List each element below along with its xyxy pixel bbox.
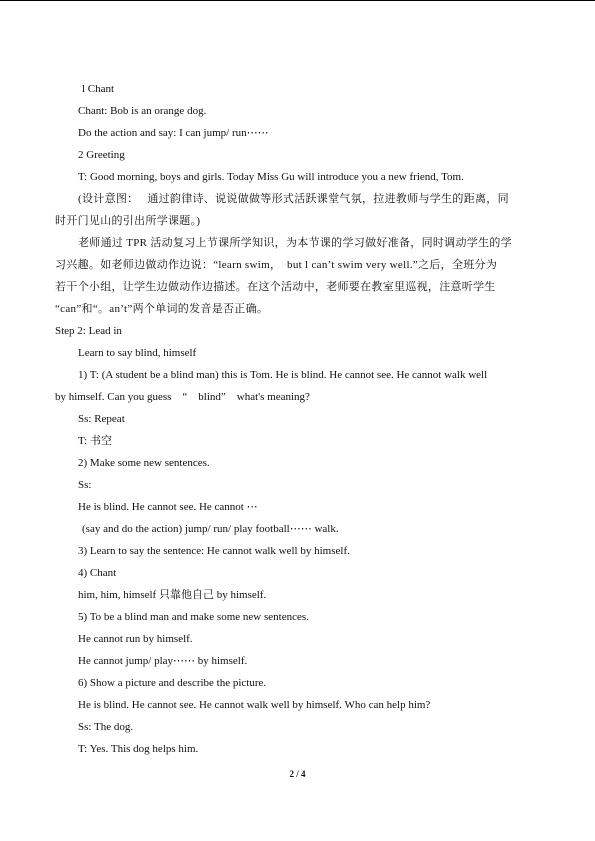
- paragraph-line: 习兴趣。如老师边做动作边说：“learn swim， but l can’t swim very well.”之后，全班分为: [55, 259, 498, 271]
- page-number: 2 / 4: [289, 769, 306, 779]
- text-line: Ss: Repeat: [78, 413, 125, 425]
- text-line: T: Good morning, boys and girls. Today Miss Gu will introduce you a new friend, Tom.: [78, 171, 464, 183]
- text-line: T: 书空: [78, 435, 112, 447]
- text-line: He is blind. He cannot see. He cannot walk well by himself. Who can help him?: [78, 699, 431, 711]
- text-line: He cannot run by himself.: [78, 633, 193, 645]
- paragraph-line: 老师通过 TPR 活动复习上节课所学知识，为本节课的学习做好准备，同时调动学生的学: [78, 237, 512, 249]
- text-line: (say and do the action) jump/ run/ play football⋯⋯ walk.: [82, 523, 339, 535]
- paragraph-line: 若干个小组，让学生边做动作边描述。在这个活动中，老师要在教室里巡视，注意听学生: [55, 281, 496, 293]
- text-line: Ss: The dog.: [78, 721, 134, 733]
- design-intent-line: (设计意图： 通过韵律诗、说说做做等形式活跃课堂气氛，拉进教师与学生的距离，同: [78, 193, 509, 205]
- design-intent-line: 时开门见山的引出所学课题。): [55, 215, 201, 227]
- text-line: 6) Show a picture and describe the picture.: [78, 677, 267, 689]
- text-line: 2) Make some new sentences.: [78, 457, 210, 469]
- text-line: Learn to say blind, himself: [78, 347, 197, 359]
- top-rule: [0, 0, 595, 1]
- section-heading-chant: l Chant: [82, 83, 115, 95]
- text-line: 3) Learn to say the sentence: He cannot walk well by himself.: [78, 545, 350, 557]
- text-line: Do the action and say: I can jump/ run⋯⋯: [78, 127, 269, 139]
- text-line: 4) Chant: [78, 567, 117, 579]
- section-heading-greeting: 2 Greeting: [78, 149, 125, 161]
- text-line: him, him, himself 只靠他自己 by himself.: [78, 589, 267, 601]
- paragraph-line: “can”和“。an’t”两个单词的发音是否正确。: [55, 303, 269, 315]
- text-line: by himself. Can you guess “ blind” what's meaning?: [55, 391, 310, 403]
- step-heading: Step 2: Lead in: [55, 325, 122, 337]
- text-line: 1) T: (A student be a blind man) this is Tom. He is blind. He cannot see. He cannot walk well: [78, 369, 488, 381]
- text-line: T: Yes. This dog helps him.: [78, 743, 199, 755]
- text-line: He is blind. He cannot see. He cannot ⋯: [78, 501, 258, 513]
- text-line: Ss:: [78, 479, 92, 491]
- text-line: 5) To be a blind man and make some new sentences.: [78, 611, 309, 623]
- text-line: Chant: Bob is an orange dog.: [78, 105, 207, 117]
- text-line: He cannot jump/ play⋯⋯ by himself.: [78, 655, 248, 667]
